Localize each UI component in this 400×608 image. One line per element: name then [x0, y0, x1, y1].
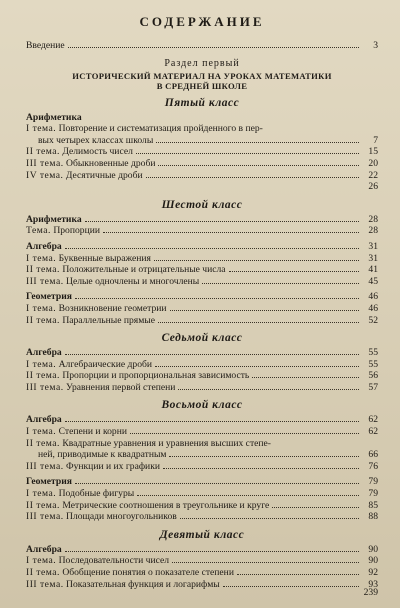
- toc-page-number: 7: [373, 134, 378, 146]
- toc-page-number: 62: [368, 426, 378, 438]
- topic-title: Квадратные уравнения и уравнения высших степе-: [62, 437, 271, 449]
- toc-entry-label: [26, 170, 143, 182]
- grade-heading: Восьмой класс: [161, 399, 243, 412]
- toc-page-number: 41: [368, 264, 378, 276]
- toc-page-number: 55: [368, 358, 378, 370]
- toc-entry-label: [26, 426, 127, 438]
- section-heading: [26, 544, 378, 556]
- topic-title: Обыкновенные дроби: [66, 157, 156, 169]
- toc-entry-label: [26, 461, 160, 473]
- dot-leader: [252, 377, 359, 378]
- toc-page-number: 55: [368, 347, 378, 359]
- toc-entry: [26, 555, 378, 567]
- toc-entry-label: [26, 347, 62, 359]
- toc-entry-intro: [26, 40, 378, 52]
- toc-page-number: 85: [368, 499, 378, 511]
- toc-entry-label: [26, 315, 155, 327]
- section-heading: [26, 112, 378, 124]
- page-title: СОДЕРЖАНИЕ: [139, 14, 265, 29]
- topic-number: I тема.: [26, 358, 57, 370]
- toc-page-number: 3: [373, 40, 378, 51]
- part-heading: Раздел первый: [164, 57, 240, 69]
- topic-title: Функции и их графики: [66, 460, 160, 472]
- topic-title: Уравнения первой степени: [66, 381, 176, 393]
- dot-leader: [146, 177, 359, 178]
- toc-page-number: 92: [368, 567, 378, 578]
- toc-entry-continued: [26, 135, 378, 147]
- footer-page-number: 239: [363, 587, 378, 598]
- part-title-line-2: В СРЕДНЕЙ ШКОЛЕ: [156, 80, 248, 91]
- toc-entry: [26, 276, 378, 288]
- dot-leader: [172, 562, 359, 563]
- toc-page-number: 90: [368, 555, 378, 567]
- dot-leader: [272, 507, 359, 508]
- section-name: Алгебра: [26, 347, 62, 359]
- topic-title: Площади многоугольников: [66, 511, 177, 523]
- toc-page-number: 22: [368, 169, 378, 181]
- toc-entry: [26, 225, 378, 237]
- toc-entry-label: [26, 225, 100, 237]
- dot-leader: [178, 389, 359, 390]
- section-name: Геометрия: [26, 476, 72, 488]
- toc-entry: [26, 170, 378, 182]
- topic-number: III тема.: [26, 460, 64, 472]
- topic-number: Тема.: [26, 225, 51, 237]
- dot-leader: [237, 574, 359, 575]
- dot-leader: [158, 165, 359, 166]
- toc-entry: [26, 253, 378, 265]
- topic-title: Последовательности чисел: [58, 555, 170, 567]
- topic-title: Возникновение геометрии: [58, 302, 167, 314]
- toc-entry: [26, 359, 378, 371]
- section-name: Алгебра: [26, 414, 62, 426]
- toc-entry-label: [26, 158, 155, 170]
- toc-page-number: 46: [368, 302, 378, 314]
- toc-entry-label: [26, 359, 152, 371]
- dot-leader: [75, 298, 359, 299]
- toc-page-number: 62: [368, 414, 378, 426]
- toc-page-number: 28: [368, 225, 378, 237]
- toc-entry: [26, 579, 378, 591]
- section-name: Алгебра: [26, 240, 62, 252]
- toc-page-number: 52: [368, 314, 378, 326]
- topic-title-continued: ней, приводимые к квадратным: [38, 449, 167, 461]
- toc-entry: [26, 370, 378, 382]
- topic-title: Обобщение понятия о показателе степени: [62, 567, 234, 578]
- topic-title: Положительные и отрицательные числа: [62, 264, 226, 276]
- dot-leader: [65, 551, 359, 552]
- topic-number: III тема.: [26, 157, 64, 169]
- toc-page-number: 88: [368, 511, 378, 523]
- topic-number: I тема.: [26, 426, 57, 438]
- topic-number: I тема.: [26, 488, 57, 500]
- toc-page-number: 31: [368, 240, 378, 252]
- topic-title: Делимость чисел: [62, 146, 133, 158]
- toc-entry-label: [26, 214, 82, 226]
- toc-entry-label: [26, 135, 153, 147]
- toc-entry: [26, 488, 378, 500]
- topic-number: IV тема.: [26, 169, 64, 181]
- dot-leader: [154, 260, 359, 261]
- toc-page-number: 20: [368, 157, 378, 169]
- toc-page-number: 76: [368, 460, 378, 472]
- toc-page-number: 15: [368, 146, 378, 158]
- dot-leader: [65, 421, 359, 422]
- topic-title: Десятичные дроби: [65, 169, 143, 181]
- toc-entry-label: [26, 567, 234, 579]
- section-heading: [26, 476, 378, 488]
- dot-leader: [229, 271, 359, 272]
- toc-entry-label: [26, 146, 133, 158]
- toc-entry-label: [26, 241, 62, 253]
- toc-entry-continued: [26, 449, 378, 461]
- toc-entry: [26, 146, 378, 158]
- grade-heading: Шестой класс: [161, 198, 243, 211]
- toc-entry: [26, 158, 378, 170]
- toc-entry-label: [26, 449, 166, 461]
- topic-number: II тема.: [26, 314, 60, 326]
- section-name: Арифметика: [26, 111, 82, 123]
- topic-title: Алгебраические дроби: [58, 358, 153, 370]
- toc-entry-label: [26, 264, 226, 276]
- toc-entry: [26, 426, 378, 438]
- topic-title: Подобные фигуры: [58, 488, 135, 500]
- toc-entry-label: [26, 253, 151, 265]
- toc-page-number: 45: [368, 275, 378, 287]
- dot-leader: [169, 456, 359, 457]
- dot-leader: [137, 495, 359, 496]
- topic-number: III тема.: [26, 578, 64, 590]
- toc-entry-label: [26, 370, 249, 382]
- dot-leader: [202, 283, 359, 284]
- toc-entry: [26, 123, 378, 135]
- topic-number: III тема.: [26, 381, 64, 393]
- dot-leader: [65, 248, 359, 249]
- dot-leader: [130, 433, 359, 434]
- dot-leader: [170, 310, 359, 311]
- toc-page-number: 26: [368, 181, 378, 193]
- dot-leader: [75, 483, 359, 484]
- dot-leader: [156, 142, 359, 143]
- topic-number: I тема.: [26, 252, 57, 264]
- topic-number: II тема.: [26, 146, 60, 158]
- toc-page-number: 79: [368, 476, 378, 488]
- toc-entry-label: [26, 579, 220, 591]
- toc-entry-label: [26, 414, 62, 426]
- dot-leader: [103, 232, 359, 233]
- toc-entry-label: [26, 555, 169, 567]
- toc-page-number: 46: [368, 291, 378, 303]
- topic-number: II тема.: [26, 370, 60, 382]
- grade-heading: Девятый класс: [159, 528, 245, 541]
- toc-entry-label: [26, 291, 72, 303]
- dot-leader: [136, 153, 359, 154]
- toc-entry-label: [26, 438, 271, 450]
- topic-title: Целые одночлены и многочлены: [66, 275, 200, 287]
- topic-title: Параллельные прямые: [62, 314, 155, 326]
- section-heading: [26, 214, 378, 226]
- toc-entry: [26, 461, 378, 473]
- topic-number: II тема.: [26, 499, 60, 511]
- topic-title: Пропорции и пропорциональная зависимость: [62, 370, 250, 382]
- dot-leader: [85, 221, 359, 222]
- toc-page-number: 93: [368, 578, 378, 590]
- toc-entry-label: [26, 511, 177, 523]
- topic-number: I тема.: [26, 555, 57, 567]
- toc-entry-label: [26, 544, 62, 556]
- dot-leader: [155, 366, 359, 367]
- toc-entry-label: [26, 476, 72, 488]
- topic-number: II тема.: [26, 437, 60, 449]
- toc-entry: [26, 438, 378, 450]
- toc-entry: [26, 382, 378, 394]
- dot-leader: [180, 518, 359, 519]
- toc-entry-label: [26, 276, 199, 288]
- topic-title: Метрические соотношения в треугольнике и круге: [62, 499, 270, 511]
- toc-entry: [26, 500, 378, 512]
- dot-leader: [223, 586, 359, 587]
- toc-entry-label: [26, 303, 167, 315]
- dot-leader: [65, 354, 359, 355]
- grade-heading: Седьмой класс: [161, 332, 243, 345]
- toc-entry: [26, 511, 378, 523]
- topic-title: Буквенные выражения: [58, 252, 151, 264]
- toc-page-number: 90: [368, 543, 378, 555]
- section-heading: [26, 291, 378, 303]
- topic-title: Пропорции: [53, 225, 100, 237]
- toc-page-number: 56: [368, 370, 378, 382]
- toc-page-number: 28: [368, 213, 378, 225]
- topic-number: II тема.: [26, 567, 60, 578]
- section-name: Алгебра: [26, 543, 62, 555]
- toc-entry-label: [26, 500, 269, 512]
- part-title: [26, 71, 378, 91]
- dot-leader: [68, 47, 359, 48]
- dot-leader: [158, 322, 359, 323]
- toc-entry-label: [26, 123, 263, 135]
- toc-entry-label: [26, 382, 175, 394]
- toc-entry-label: [26, 488, 134, 500]
- section-heading: [26, 414, 378, 426]
- topic-title-continued: вых четырех классах школы: [38, 134, 154, 146]
- toc-entry-label: [26, 112, 82, 124]
- toc-entry: [26, 315, 378, 327]
- toc-entry: [26, 264, 378, 276]
- toc-entry-label: Введение: [26, 40, 65, 51]
- topic-number: I тема.: [26, 123, 57, 135]
- section-name: Геометрия: [26, 291, 72, 303]
- section-name: Арифметика: [26, 213, 82, 225]
- part-title-line-1: ИСТОРИЧЕСКИЙ МАТЕРИАЛ НА УРОКАХ МАТЕМАТИКИ: [72, 70, 332, 81]
- toc-page-number: 66: [368, 449, 378, 461]
- topic-number: III тема.: [26, 275, 64, 287]
- topic-title: Показательная функция и логарифмы: [66, 578, 220, 590]
- topic-title: Повторение и систематизация пройденного в пер-: [58, 123, 263, 135]
- toc-entry: [26, 303, 378, 315]
- toc-page-number: 57: [368, 381, 378, 393]
- topic-title: Степени и корни: [58, 426, 127, 438]
- topic-number: III тема.: [26, 511, 64, 523]
- section-heading: [26, 241, 378, 253]
- topic-number: I тема.: [26, 302, 57, 314]
- toc-page-number: 79: [368, 488, 378, 500]
- toc-entry: [26, 567, 378, 579]
- table-of-contents: [26, 97, 378, 591]
- dot-leader: [163, 468, 359, 469]
- section-heading: [26, 347, 378, 359]
- toc-page-number: 31: [368, 252, 378, 264]
- topic-number: II тема.: [26, 264, 60, 276]
- grade-heading: Пятый класс: [164, 96, 240, 109]
- toc-entry-end: [26, 181, 378, 193]
